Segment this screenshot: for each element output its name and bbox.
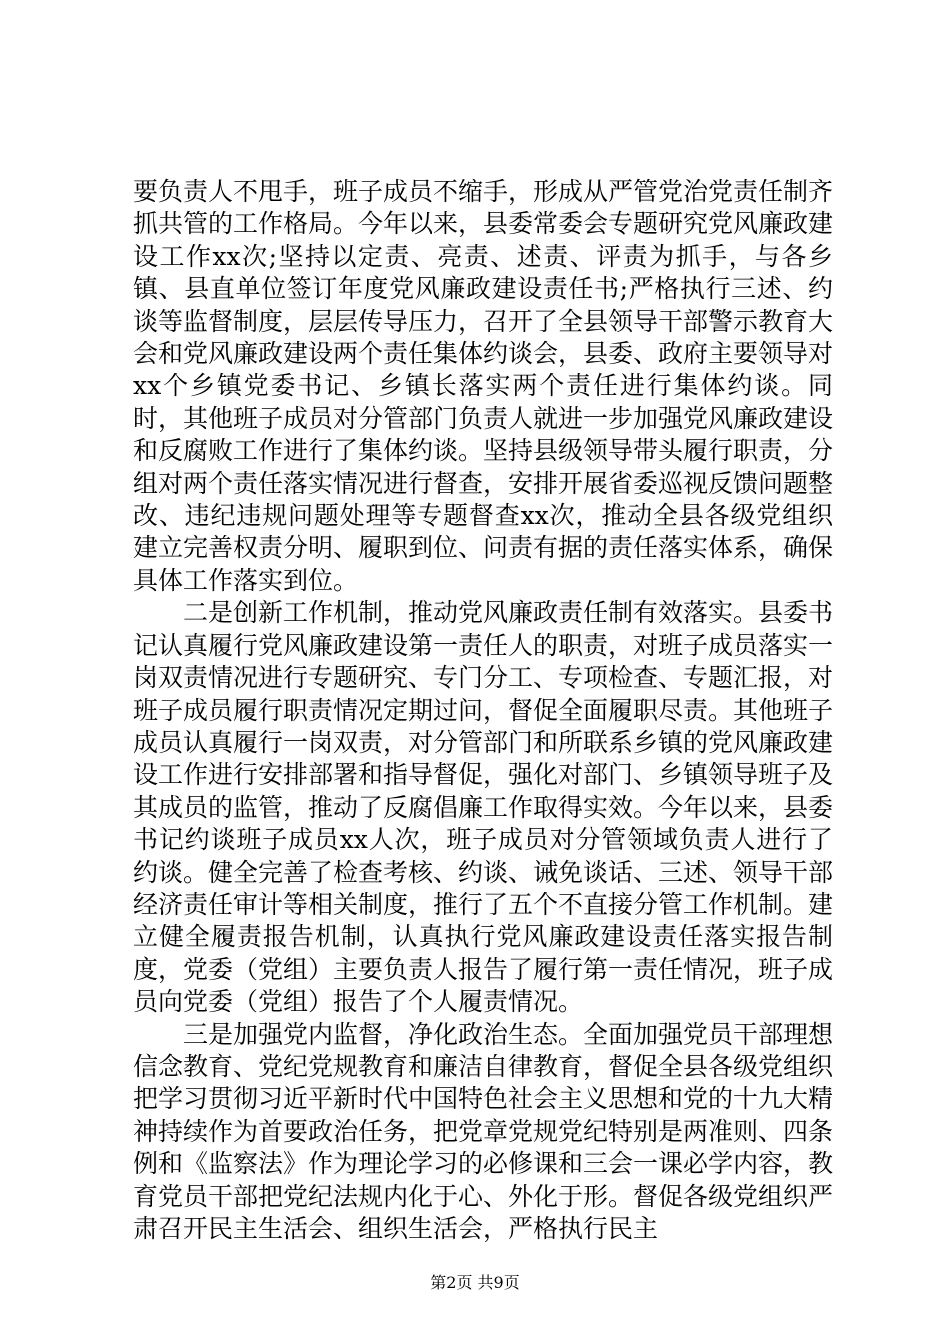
paragraph-2: 二是创新工作机制，推动党风廉政责任制有效落实。县委书记认真履行党风廉政建设第一责任人的职责，对班子成员落实一岗双责情况进行专题研究、专门分工、专项检查、专题汇报，对班子成员履行职责情况定期过问，督促全面履职尽责。其他班子成员认真履行一岗双责，对分管部门和所联系乡镇的党风廉政建设工作进行安排部署和指导督促，强化对部门、乡镇领导班子及其成员的监管，推动了反腐倡廉工作取得实效。今年以来，县委书记约谈班子成员xx人次，班子成员对分管领域负责人进行了约谈。健全完善了检查考核、约谈、诫免谈话、三述、领导干部经济责任审计等相关制度，推行了五个不直接分管工作机制。建立健全履责报告机制，认真执行党风廉政建设责任落实报告制度，党委（党组）主要负责人报告了履行第一责任情况，班子成员向党委（党组）报告了个人履责情况。 [133, 598, 834, 1017]
paragraph-1: 要负责人不甩手，班子成员不缩手，形成从严管党治党责任制齐抓共管的工作格局。今年以来，县委常委会专题研究党风廉政建设工作xx次;坚持以定责、亮责、述责、评责为抓手，与各乡镇、县直单位签订年度党风廉政建设责任书;严格执行三述、约谈等监督制度，层层传导压力，召开了全县领导干部警示教育大会和党风廉政建设两个责任集体约谈会，县委、政府主要领导对xx个乡镇党委书记、乡镇长落实两个责任进行集体约谈。同时，其他班子成员对分管部门负责人就进一步加强党风廉政建设和反腐败工作进行了集体约谈。坚持县级领导带头履行职责，分组对两个责任落实情况进行督查，安排开展省委巡视反馈问题整改、违纪违规问题处理等专题督查xx次，推动全县各级党组织建立完善权责分明、履职到位、问责有据的责任落实体系，确保具体工作落实到位。 [133, 177, 834, 595]
page-number-footer: 第2页 共9页 [430, 1273, 520, 1292]
document-body [133, 176, 833, 1245]
paragraph-3: 三是加强党内监督，净化政治生态。全面加强党员干部理想信念教育、党纪党规教育和廉洁自律教育，督促全县各级党组织把学习贯彻习近平新时代中国特色社会主义思想和党的十九大精神持续作为首要政治任务，把党章党规党纪特别是两准则、四条例和《监察法》作为理论学习的必修课和三会一课必学内容，教育党员干部把党纪法规内化于心、外化于形。督促各级党组织严肃召开民主生活会、组织生活会，严格执行民主 [133, 1019, 834, 1243]
